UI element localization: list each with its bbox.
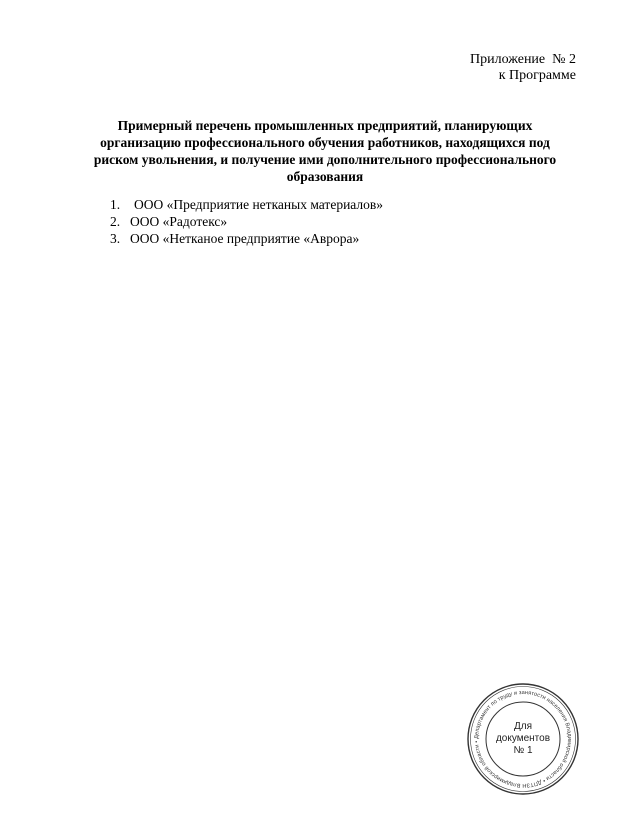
appendix-label — [470, 52, 576, 84]
title-line: Примерный перечень промышленных предприятий, планирующих — [117, 118, 533, 133]
official-stamp — [466, 682, 580, 796]
list-item-number: 3. — [110, 231, 121, 246]
list-item — [110, 230, 383, 247]
stamp-center-text — [466, 682, 580, 796]
appendix-number: Приложение № 2 — [470, 52, 576, 67]
title-line: образования — [286, 169, 364, 184]
stamp-center-line: № 1 — [513, 745, 533, 756]
stamp-ring-text-path: Департамент по труду и занятости населения Владимирской области • ДПТЗН Владимирской области • — [473, 689, 573, 789]
list-item — [110, 213, 383, 230]
enterprise-list — [110, 196, 383, 247]
list-item-text: ООО «Предприятие нетканых материалов» — [134, 197, 384, 212]
stamp-center-line: документов — [495, 733, 551, 744]
list-item — [110, 196, 383, 213]
stamp-center-line: Для — [513, 721, 533, 732]
list-item-text: ООО «Радотекс» — [130, 214, 228, 229]
list-item-number: 1. — [110, 197, 121, 212]
appendix-program: к Программе — [498, 68, 576, 83]
title-line: риском увольнения, и получение ими дополнительного профессионального — [93, 152, 557, 167]
list-item-number: 2. — [110, 214, 121, 229]
document-title — [90, 117, 560, 185]
list-item-text: ООО «Нетканое предприятие «Аврора» — [130, 231, 360, 246]
title-line: организацию профессионального обучения работников, находящихся под — [100, 135, 550, 150]
